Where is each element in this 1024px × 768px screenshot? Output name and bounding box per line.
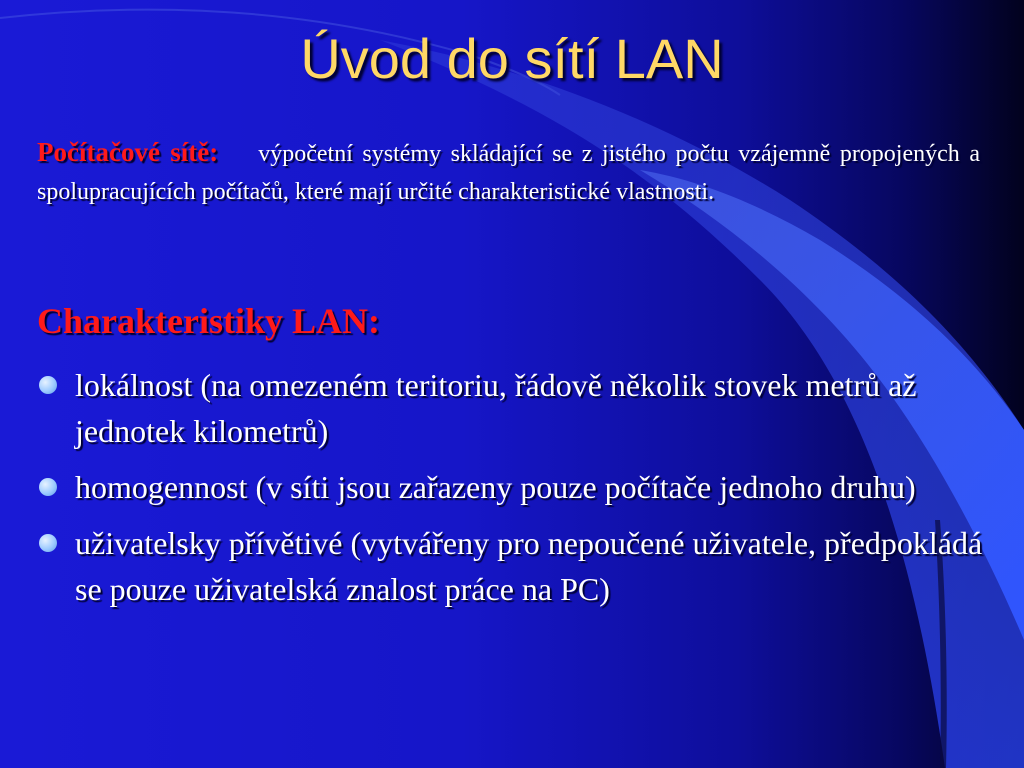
definition-paragraph [37, 133, 980, 211]
bullet-item [37, 362, 987, 454]
bullet-item [37, 464, 987, 510]
definition-text: výpočetní systémy skládající se z jistého počtu vzájemně propojených a spolupracujících počítačů, které mají určité charakteristické vlastnosti. [37, 141, 980, 205]
definition-term: Počítačové sítě: [37, 137, 219, 167]
bullet-dot-icon [39, 376, 57, 394]
bullet-text: homogennost (v síti jsou zařazeny pouze počítače jednoho druhu) [75, 469, 916, 505]
slide-title: Úvod do sítí LAN [300, 27, 724, 90]
bullet-dot-icon [39, 478, 57, 496]
bullet-list [37, 362, 987, 622]
bullet-dot-icon [39, 534, 57, 552]
bullet-text: lokálnost (na omezeném teritoriu, řádově několik stovek metrů až jednotek kilometrů) [75, 367, 917, 449]
bullet-item [37, 520, 987, 612]
section-heading: Charakteristiky LAN: [37, 301, 380, 341]
bullet-text: uživatelsky přívětivé (vytvářeny pro nepoučené uživatele, předpokládá se pouze uživatelská znalost práce na PC) [75, 525, 983, 607]
